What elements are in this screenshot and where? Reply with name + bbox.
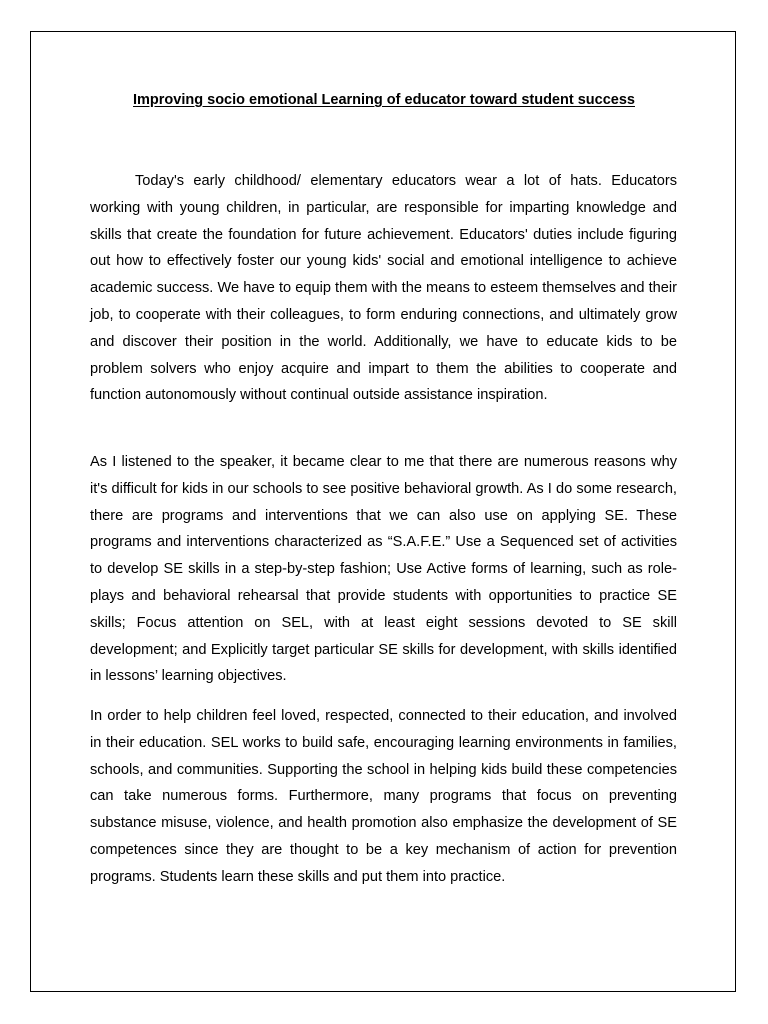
paragraph-1: Today's early childhood/ elementary educators wear a lot of hats. Educators working with young children, in particular, are responsible for imparting knowledge and skills that create the foundation for future achievement. Educators' duties include figuring out how to effectively foster our young kids' social and emotional intelligence to achieve academic success. We have to equip them with the means to esteem themselves and their job, to cooperate with their colleagues, to form enduring connections, and ultimately grow and discover their position in the world. Additionally, we have to educate kids to be problem solvers who enjoy acquire and impart to them the abilities to cooperate and function autonomously without continual outside assistance inspiration. (90, 173, 677, 404)
paragraph-3: In order to help children feel loved, respected, connected to their education, and involved in their education. SEL works to build safe, encouraging learning environments in families, schools, and communities. Supporting the school in helping kids build these competencies can take numerous forms. Furthermore, many programs that focus on preventing substance misuse, violence, and health promotion also emphasize the development of SE competences since they are thought to be a key mechanism of action for prevention programs. Students learn these skills and put them into practice. (90, 708, 677, 885)
document-title: Improving socio emotional Learning of educator toward student success (133, 92, 635, 108)
paragraph-2: As I listened to the speaker, it became clear to me that there are numerous reasons why it's difficult for kids in our schools to see positive behavioral growth. As I do some research, there are programs and interventions that we can also use on applying SE. These programs and interventions characterized as “S.A.F.E.” Use a Sequenced set of activities to develop SE skills in a step-by-step fashion; Use Active forms of learning, such as role-plays and behavioral rehearsal that provide students with opportunities to practice SE skills; Focus attention on SEL, with at least eight sessions devoted to SE skill development; and Explicitly target particular SE skills for development, with skills identified in lessons’ learning objectives. (90, 454, 677, 685)
